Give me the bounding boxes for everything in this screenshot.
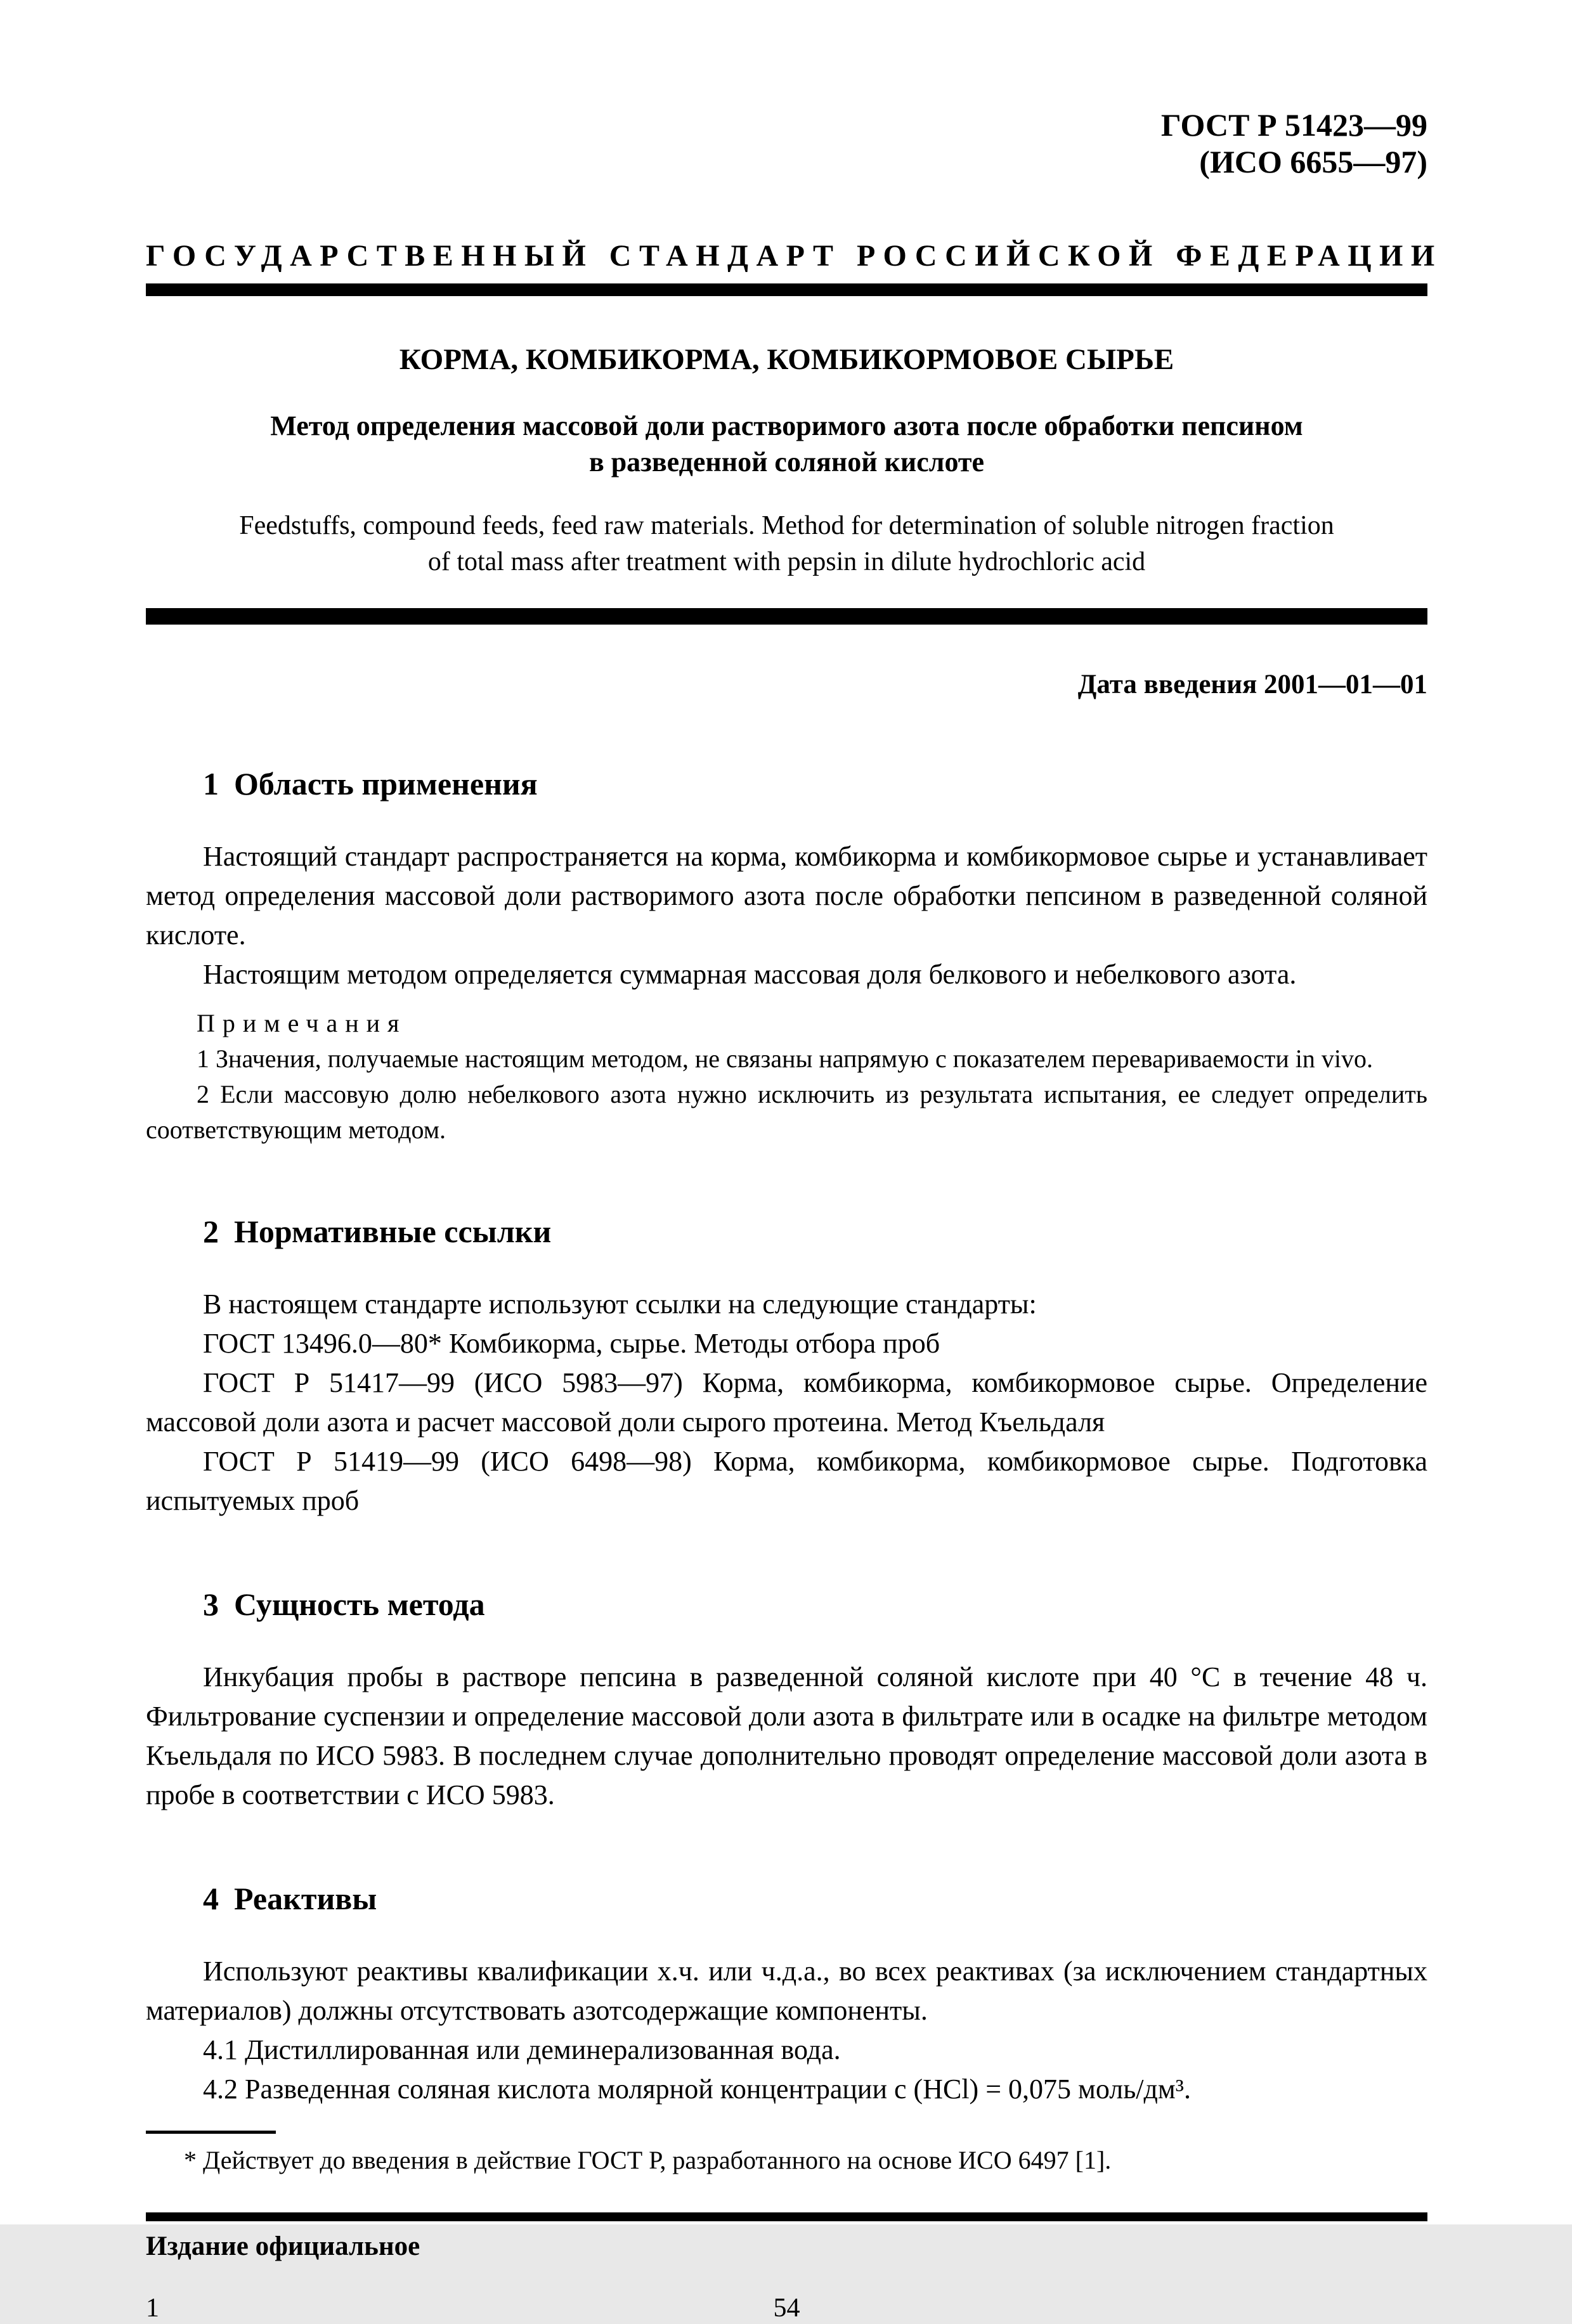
section-scope	[146, 765, 1427, 1148]
section-title: Реактивы	[234, 1881, 377, 1916]
section-heading-2	[146, 1213, 1427, 1250]
footnote-rule	[146, 2131, 276, 2134]
subclause-4-2: 4.2 Разведенная соляная кислота молярной концентрации с (HCl) = 0,075 моль/дм³.	[203, 2074, 1191, 2105]
document-subtitle-english	[146, 508, 1427, 580]
section-number: 2	[203, 1214, 219, 1249]
section-heading-3	[146, 1586, 1427, 1623]
section-reagents	[146, 1880, 1427, 2109]
subtitle-line-1: Метод определения массовой доли растворимого азота после обработки пепсином	[270, 410, 1303, 441]
edition-label: Издание официальное	[146, 2231, 420, 2261]
paragraph: В настоящем стандарте используют ссылки на следующие стандарты:	[203, 1289, 1037, 1320]
paragraph: Настоящий стандарт распространяется на корма, комбикорма и комбикормовое сырье и устанавливает метод определения массовой доли растворимого азота после обработки пепсином в разведенной соляной кислоте.	[146, 841, 1427, 951]
section-heading-4	[146, 1880, 1427, 1917]
section-title: Сущность метода	[234, 1587, 485, 1622]
section-number: 1	[203, 766, 219, 802]
divider-bar-middle	[146, 608, 1427, 625]
footnote-block	[146, 2131, 1427, 2178]
subtitle-en-line-1: Feedstuffs, compound feeds, feed raw materials. Method for determination of soluble nitrogen fraction	[239, 511, 1334, 540]
document-title: КОРМА, КОМБИКОРМА, КОМБИКОРМОВОЕ СЫРЬЕ	[399, 343, 1174, 376]
paragraph: Настоящим методом определяется суммарная массовая доля белкового и небелкового азота.	[203, 959, 1297, 990]
note-2: 2 Если массовую долю небелкового азота нужно исключить из результата испытания, ее следует определить соответствующим методом.	[146, 1080, 1427, 1144]
section-method-principle	[146, 1586, 1427, 1815]
subclause-4-1: 4.1 Дистиллированная или деминерализованная вода.	[203, 2034, 841, 2065]
note-1: 1 Значения, получаемые настоящим методом, не связаны напрямую с показателем перевариваемости in vivo.	[197, 1044, 1374, 1073]
notes-label: Примечания	[197, 1009, 407, 1037]
section-number: 3	[203, 1587, 219, 1622]
effective-date: Дата введения 2001—01—01	[1077, 670, 1427, 699]
document-subtitle	[146, 408, 1427, 480]
reference-item: ГОСТ Р 51417—99 (ИСО 5983—97) Корма, комбикорма, комбикормовое сырье. Определение массовой доли азота и расчет массовой доли сырого протеина. Метод Къельдаля	[146, 1367, 1427, 1438]
section-title: Область применения	[234, 766, 538, 802]
sheet-number: 1	[146, 2294, 159, 2323]
footnote-text: * Действует до введения в действие ГОСТ Р, разработанного на основе ИСО 6497 [1].	[184, 2146, 1112, 2174]
page-number: 54	[773, 2294, 800, 2323]
paragraph: Используют реактивы квалификации х.ч. или ч.д.а., во всех реактивах (за исключением стандартных материалов) должны отсутствовать азотсодержащие компоненты.	[146, 1956, 1427, 2026]
subtitle-line-2: в разведенной соляной кислоте	[588, 446, 985, 477]
reference-item: ГОСТ 13496.0—80* Комбикорма, сырье. Методы отбора проб	[203, 1328, 940, 1359]
section-normative-references	[146, 1213, 1427, 1521]
section-number: 4	[203, 1881, 219, 1916]
divider-bar-footer	[146, 2212, 1427, 2221]
section-heading-1	[146, 765, 1427, 802]
subtitle-en-line-2: of total mass after treatment with pepsin in dilute hydrochloric acid	[427, 547, 1146, 576]
state-standard-banner: ГОСУДАРСТВЕННЫЙ СТАНДАРТ РОССИЙСКОЙ ФЕДЕРАЦИИ	[146, 239, 1443, 273]
paragraph: Инкубация пробы в растворе пепсина в разведенной соляной кислоте при 40 °С в течение 48 ч. Фильтрование суспензии и определение массовой доли азота в фильтрате или в осадке на фильтре методом Къельдаля по ИСО 5983. В последнем случае дополнительно проводят определение массовой доли азота в пробе в соответствии с ИСО 5983.	[146, 1661, 1427, 1810]
doc-number: ГОСТ Р 51423—99	[1160, 107, 1427, 143]
doc-header	[146, 107, 1427, 180]
reference-item: ГОСТ Р 51419—99 (ИСО 6498—98) Корма, комбикорма, комбикормовое сырье. Подготовка испытуемых проб	[146, 1446, 1427, 1516]
doc-iso-number: (ИСО 6655—97)	[1199, 144, 1427, 179]
section-title: Нормативные ссылки	[234, 1214, 552, 1249]
divider-bar-top	[146, 283, 1427, 296]
page-numbers	[146, 2292, 1427, 2324]
